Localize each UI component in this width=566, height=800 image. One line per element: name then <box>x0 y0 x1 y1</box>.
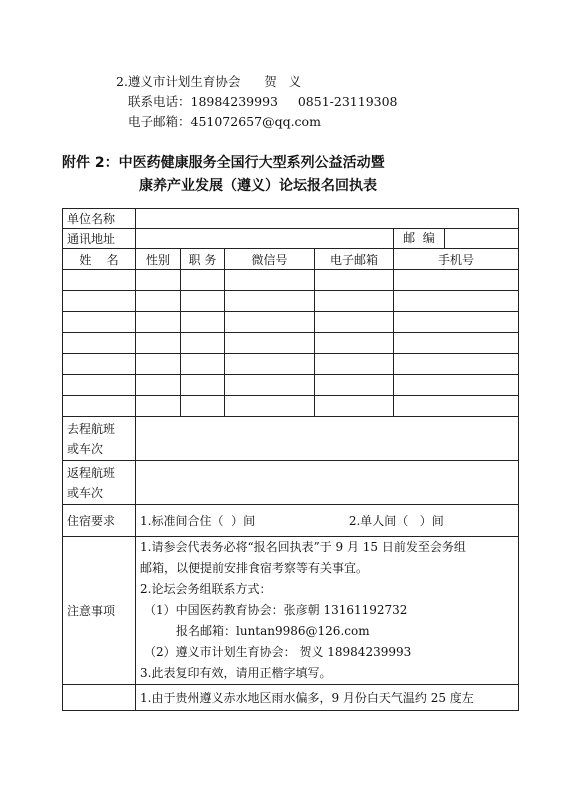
col-phone: 手机号 <box>394 249 519 270</box>
table-row[interactable] <box>63 333 519 354</box>
last-row-label <box>63 685 136 711</box>
notes-label: 注意事项 <box>63 537 136 685</box>
table-row[interactable] <box>63 375 519 396</box>
unit-label: 单位名称 <box>63 209 136 229</box>
contact-phone-line: 联系电话：18984239993 0851-23119308 <box>128 94 398 109</box>
note-line: （2）遵义市计划生育协会： 贺义 18984239993 <box>144 645 412 659</box>
contact-org-line: 2.遵义市计划生育协会 贺 义 <box>116 74 302 89</box>
col-position: 职 务 <box>181 249 225 270</box>
registration-form-table <box>62 208 519 711</box>
last-row-text: 1.由于贵州遵义赤水地区雨水偏多，9 月份白天气温约 25 度左 <box>136 685 519 711</box>
table-row[interactable] <box>63 291 519 312</box>
table-row[interactable] <box>63 270 519 291</box>
outbound-row <box>63 417 519 461</box>
note-line: 邮箱，以便提前安排食宿考察等有关事宜。 <box>140 561 369 575</box>
lodging-row <box>63 505 519 537</box>
postcode-label: 邮 编 <box>394 229 445 248</box>
contact-email-line: 电子邮箱：451072657@qq.com <box>128 114 321 129</box>
table-row[interactable] <box>63 396 519 417</box>
note-line: 2.论坛会务组联系方式： <box>140 582 272 596</box>
unit-input-cell[interactable] <box>136 209 519 229</box>
attachment-title-line1: 附件 2：中医药健康服务全国行大型系列公益活动暨 <box>62 155 385 171</box>
notes-content <box>136 537 519 685</box>
contact-block <box>116 72 398 132</box>
unit-row <box>63 209 519 229</box>
lodging-option-single[interactable]: 2.单人间（ ）间 <box>348 514 444 528</box>
table-row[interactable] <box>63 312 519 333</box>
address-row <box>63 229 519 249</box>
header-row <box>63 249 519 270</box>
notes-row <box>63 537 519 685</box>
outbound-label: 去程航班 或车次 <box>63 417 136 461</box>
return-row <box>63 461 519 505</box>
table-row[interactable] <box>63 354 519 375</box>
postcode-input[interactable] <box>445 229 518 248</box>
address-label: 通讯地址 <box>63 229 136 249</box>
col-email: 电子邮箱 <box>315 249 394 270</box>
postcode-cell[interactable] <box>394 229 519 249</box>
return-label: 返程航班 或车次 <box>63 461 136 505</box>
note-line: （1）中国医药教育协会：张彦朝 13161192732 <box>144 603 408 617</box>
return-input-cell[interactable] <box>136 461 519 505</box>
lodging-label: 住宿要求 <box>63 505 136 537</box>
attachment-title-line2: 康养产业发展（遵义）论坛报名回执表 <box>139 178 377 194</box>
col-name: 姓 名 <box>63 249 136 270</box>
note-line: 3.此表复印有效，请用正楷字填写。 <box>140 666 332 680</box>
col-wechat: 微信号 <box>225 249 315 270</box>
col-gender: 性别 <box>136 249 181 270</box>
address-input-cell[interactable] <box>136 229 394 249</box>
last-row <box>63 685 519 711</box>
outbound-input-cell[interactable] <box>136 417 519 461</box>
note-line: 报名邮箱：luntan9986@126.com <box>176 624 370 638</box>
lodging-options[interactable] <box>136 505 519 537</box>
note-line: 1.请参会代表务必将“报名回执表”于 9 月 15 日前发至会务组 <box>140 540 466 554</box>
lodging-option-standard[interactable]: 1.标准间合住（ ）间 <box>140 514 256 528</box>
